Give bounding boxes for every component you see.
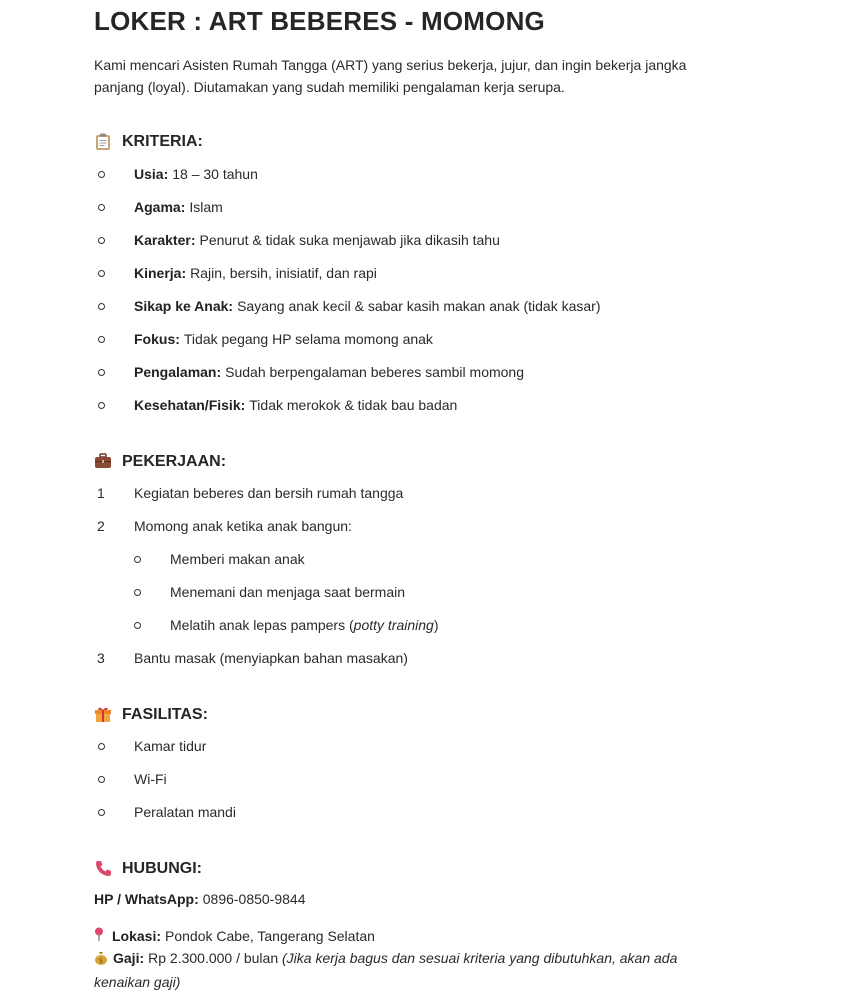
pekerjaan-subitem: Memberi makan anak [134, 551, 305, 567]
gaji-value: Rp 2.300.000 / bulan [148, 950, 279, 966]
pekerjaan-subitem: Menemani dan menjaga saat bermain [134, 584, 405, 600]
kriteria-item [98, 397, 457, 413]
bullet-icon [98, 237, 105, 244]
gift-icon [94, 706, 112, 724]
kriteria-label: Agama: [134, 199, 186, 215]
gaji-label: Gaji: [113, 950, 145, 966]
hp-line [94, 888, 306, 910]
kriteria-label: Karakter: [134, 232, 196, 248]
gaji-line [94, 947, 734, 993]
kriteria-item [98, 265, 377, 281]
hp-label: HP / WhatsApp: [94, 891, 199, 907]
intro-paragraph: Kami mencari Asisten Rumah Tangga (ART) yang serius bekerja, jujur, dan ingin bekerja jangka panjang (loyal). Diutamakan yang sudah memiliki pengalaman kerja serupa. [94, 57, 687, 95]
kriteria-value: 18 – 30 tahun [172, 166, 258, 182]
bullet-icon [134, 589, 141, 596]
pekerjaan-title: PEKERJAAN: [122, 453, 227, 470]
hp-value[interactable]: 0896-0850-9844 [202, 891, 306, 907]
bullet-icon [98, 204, 105, 211]
kriteria-value: Islam [189, 199, 223, 215]
bullet-icon [134, 622, 141, 629]
kriteria-label: Fokus: [134, 331, 180, 347]
bullet-icon [134, 556, 141, 563]
phone-icon [94, 860, 112, 878]
money-bag-icon [94, 949, 110, 971]
bullet-icon [98, 336, 105, 343]
fasilitas-title: FASILITAS: [122, 706, 208, 723]
lokasi-label: Lokasi: [112, 928, 162, 944]
bullet-icon [98, 369, 105, 376]
kriteria-label: Kesehatan/Fisik: [134, 397, 246, 413]
lokasi-value: Pondok Cabe, Tangerang Selatan [165, 928, 375, 944]
kriteria-value: Sudah berpengalaman beberes sambil momong [225, 364, 524, 380]
kriteria-label: Kinerja: [134, 265, 187, 281]
hubungi-title: HUBUNGI: [122, 860, 202, 877]
fasilitas-heading [94, 706, 208, 724]
kriteria-value: Tidak merokok & tidak bau badan [249, 397, 458, 413]
kriteria-heading [94, 133, 203, 151]
kriteria-label: Pengalaman: [134, 364, 222, 380]
bullet-icon [98, 776, 105, 783]
pekerjaan-item-3: 3 Bantu masak (menyiapkan bahan masakan) [97, 650, 408, 666]
fasilitas-item: Peralatan mandi [98, 804, 236, 820]
kriteria-item [98, 364, 524, 380]
pekerjaan-heading [94, 453, 226, 471]
lokasi-line [94, 925, 375, 947]
gaji-note: (Jika kerja bagus dan sesuai kriteria yang dibutuhkan, akan ada kenaikan gaji) [94, 950, 678, 990]
kriteria-item [98, 232, 500, 248]
kriteria-value: Tidak pegang HP selama momong anak [183, 331, 433, 347]
kriteria-value: Rajin, bersih, inisiatif, dan rapi [190, 265, 377, 281]
page-title: LOKER : ART BEBERES - MOMONG [94, 6, 545, 36]
hubungi-heading [94, 860, 202, 878]
briefcase-icon [94, 453, 112, 471]
kriteria-value: Penurut & tidak suka menjawab jika dikasih tahu [199, 232, 500, 248]
bullet-icon [98, 270, 105, 277]
kriteria-item [98, 166, 258, 182]
pekerjaan-item-2: 2 Momong anak ketika anak bangun: [97, 518, 352, 534]
pekerjaan-subitem: Melatih anak lepas pampers ( potty training ) [134, 617, 439, 633]
bullet-icon [98, 402, 105, 409]
clipboard-icon [94, 133, 112, 151]
kriteria-title: KRITERIA: [122, 133, 203, 150]
fasilitas-item: Kamar tidur [98, 738, 206, 754]
kriteria-item [98, 331, 433, 347]
kriteria-item [98, 298, 601, 314]
kriteria-label: Usia: [134, 166, 169, 182]
fasilitas-item: Wi-Fi [98, 771, 167, 787]
bullet-icon [98, 171, 105, 178]
pin-icon [94, 925, 108, 947]
kriteria-item [98, 199, 223, 215]
svg-text:$: $ [98, 957, 104, 965]
kriteria-label: Sikap ke Anak: [134, 298, 234, 314]
bullet-icon [98, 809, 105, 816]
kriteria-value: Sayang anak kecil & sabar kasih makan anak (tidak kasar) [237, 298, 601, 314]
bullet-icon [98, 303, 105, 310]
bullet-icon [98, 743, 105, 750]
pekerjaan-item-1: 1 Kegiatan beberes dan bersih rumah tangga [97, 485, 404, 501]
